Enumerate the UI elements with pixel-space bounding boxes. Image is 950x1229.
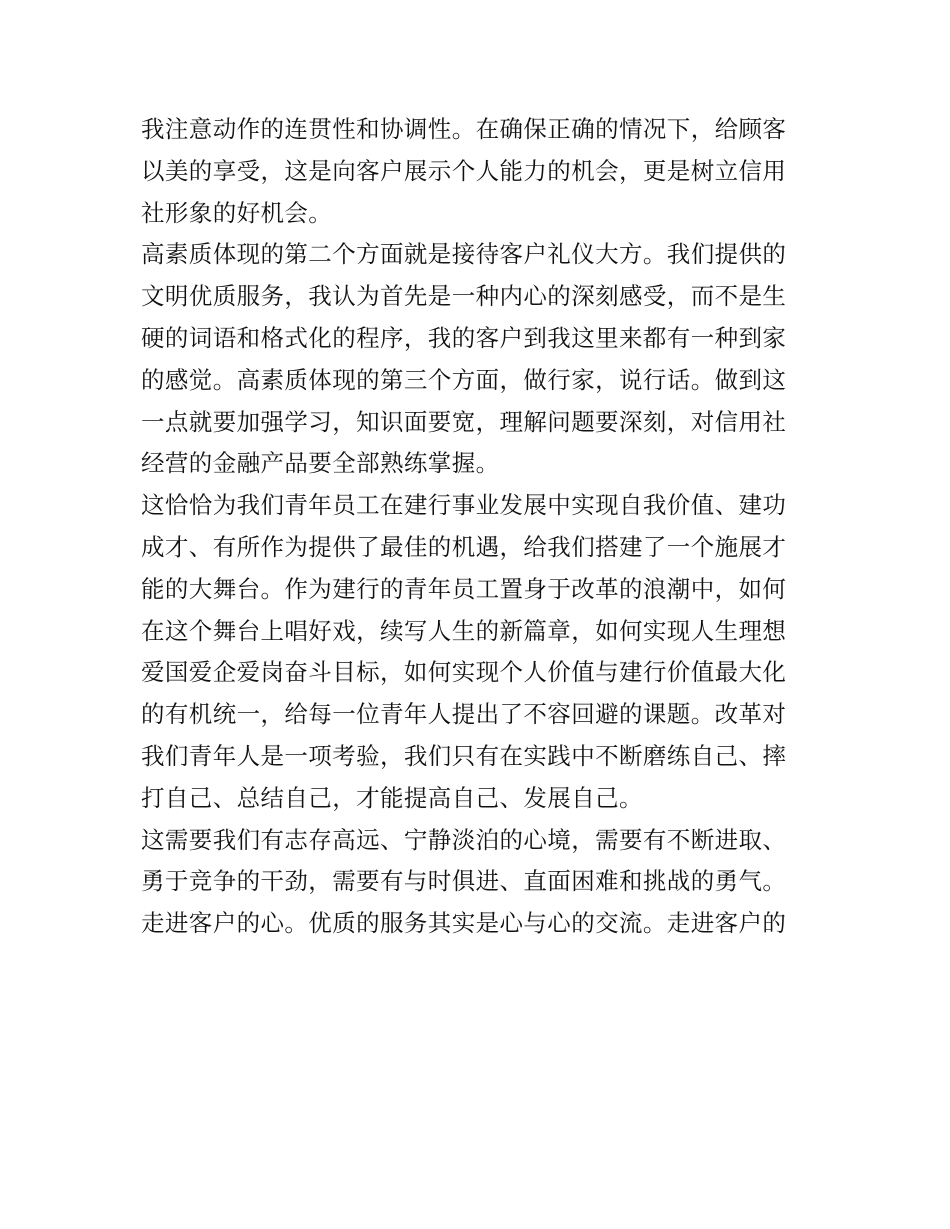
text-line: 社形象的好机会。 [141, 198, 333, 227]
text-line: 文明优质服务，我认为首先是一种内心的深刻感受，而不是生 [141, 282, 787, 311]
text-line: 以美的享受，这是向客户展示个人能力的机会，更是树立信用 [141, 156, 787, 185]
text-line: 爱国爱企爱岗奋斗目标，如何实现个人价值与建行价值最大化 [141, 658, 787, 687]
text-line: 的有机统一，给每一位青年人提出了不容回避的课题。改革对 [141, 700, 787, 729]
text-line: 在这个舞台上唱好戏，续写人生的新篇章，如何实现人生理想 [141, 616, 787, 645]
text-line: 能的大舞台。作为建行的青年员工置身于改革的浪潮中，如何 [141, 574, 787, 603]
text-line: 硬的词语和格式化的程序，我的客户到我这里来都有一种到家 [141, 323, 787, 352]
text-line: 成才、有所作为提供了最佳的机遇，给我们搭建了一个施展才 [141, 532, 787, 561]
text-line: 勇于竞争的干劲，需要有与时俱进、直面困难和挑战的勇气。 [141, 867, 787, 896]
body-text [141, 109, 821, 945]
text-line: 走进客户的心。优质的服务其实是心与心的交流。走进客户的 [141, 909, 787, 938]
text-line: 高素质体现的第二个方面就是接待客户礼仪大方。我们提供的 [141, 240, 787, 269]
text-line: 我注意动作的连贯性和协调性。在确保正确的情况下，给顾客 [141, 115, 787, 143]
text-line: 这恰恰为我们青年员工在建行事业发展中实现自我价值、建功 [141, 491, 787, 520]
text-line: 的感觉。高素质体现的第三个方面，做行家，说行话。做到这 [141, 365, 787, 394]
text-line: 我们青年人是一项考验，我们只有在实践中不断磨练自己、摔 [141, 741, 787, 770]
text-line: 经营的金融产品要全部熟练掌握。 [141, 449, 500, 478]
text-line: 一点就要加强学习，知识面要宽，理解问题要深刻，对信用社 [141, 407, 787, 436]
text-line: 这需要我们有志存高远、宁静淡泊的心境，需要有不断进取、 [141, 825, 787, 854]
text-line: 打自己、总结自己，才能提高自己、发展自己。 [141, 783, 643, 812]
